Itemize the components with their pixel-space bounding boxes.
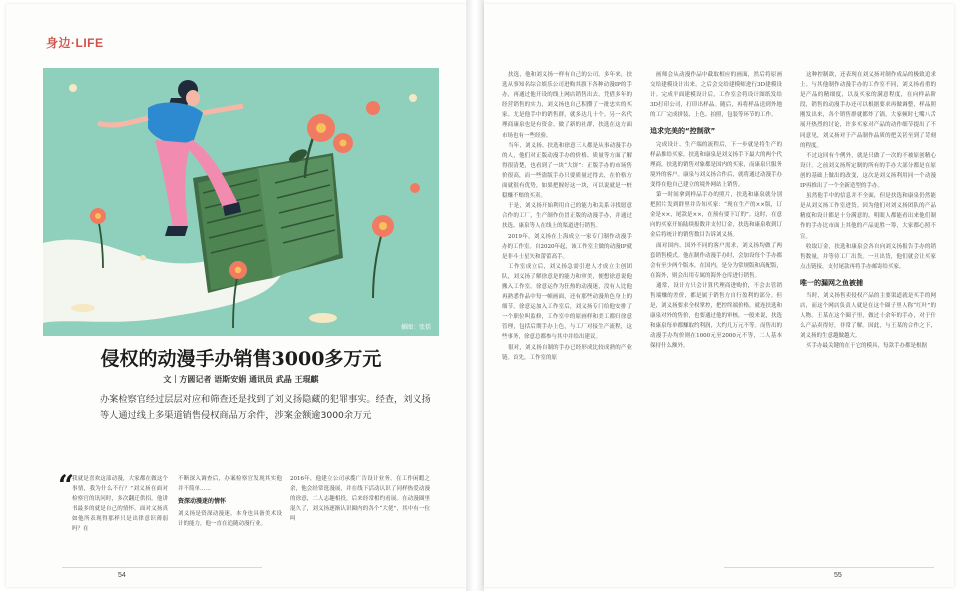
right-column-2-para: 完成设计、生产端的流程后，下一步就是将生产的样品推给买家。扶选和康泉是刘义扬手下最大的两个代理商，扶选的销售对象都是国内的买家，而康泉只服务境外的客户。康泉与刘义扬合作后，就将通过动漫手办变得在他自己建立的境外网站上销售。 xyxy=(650,141,782,188)
illustration-credit: 插图：张恬 xyxy=(400,325,431,331)
right-column-3 xyxy=(800,70,936,560)
right-column-1-para: 扶选，他和刘义扬一样有自己的公司。多年来，扶选从事知名综合娱乐公司进购其旗下各种动漫IP的手办，再通过他开设的线上网店销售出去。凭借多年的经营销售的实力，刘义扬也自己积攒了一批忠实的买家。尤是他手中的销售群，就多达几十个。另一名代理商康泉也是有资金、做了新的社群，扶选在这方面市场也有一些经验。 xyxy=(502,72,632,139)
left-column-3-text: 2016年，他建立公司承揽广告设计业务。在工作闲暇之余，他会经常逛漫展，并在线下活动认识了同样热爱动漫的徐意，二人志趣相投，后来经常相约看展。在动漫圈里混久了，刘义扬逐渐认识圈内的各个“大佬”，其中有一位叫 xyxy=(290,476,430,523)
article-title: 侵权的动漫手办销售3000多万元 xyxy=(100,348,382,370)
left-column-2-subhead: 资深动漫迷的情怀 xyxy=(178,498,227,506)
right-column-2 xyxy=(650,70,782,560)
right-column-3-para: 当时，刘义扬售卖侵权产品的主要渠道就是买手的网店，而这个网店负责人就是在这个圈子里人称“红叶”的人物。王某在这个圈子里，做过十余年的手办，对于什么产品卖得好，非常了解。因此，与王某的合作之下，刘义扬的生意越做越大。 xyxy=(800,292,936,340)
right-column-1-para: 很对，刘义扬自制的手办已经形成比较成熟的产业链。首先，工作室的原 xyxy=(502,344,632,361)
right-column-3-para: 虽然他手中的信息并不全面，但是扶选和康泉仍然能是从刘义扬工作室进货。因为他们对刘义扬团队的产品精度和设计都是十分满意的，明眼人都能看出来他们制作的手办比市面上其他的产品更胜一筹，大家都心照不宣。 xyxy=(800,193,936,240)
right-column-2-para: 通常，设计方只会计算代理商进购价，不会去管销售端赚的差价，都是属于销售方自行盈利的部分。但是，刘义扬要求全权掌控，把控终端价格。就连扶选和康泉对外的售价，也要通过他的审核。一般来说，扶选和康泉每单都赚取约利润，大约几万元不等。而售出的动漫手办均价则在1000元至2000元不等，二人基本保持什么额外。 xyxy=(650,282,782,350)
right-column-1-para: 于是，刘义扬开始利用自己的能力和关系寻找愿意合作的工厂，生产制作仿冒正版的动漫手办，并通过扶选、康泉等人在线上的渠道进行销售。 xyxy=(502,203,632,230)
right-column-3-para: 买手办最关键的在于它的模具，每款手办都是根据 xyxy=(806,343,928,350)
article-lead: 办案检察官经过层层对应和筛查还是找到了刘义扬隐藏的犯罪事实。经查，刘义扬等人通过线上多渠道销售侵权商品万余件，涉案金额逾3000余万元 xyxy=(100,394,431,421)
right-column-3-subhead: 唯一的漏网之鱼被捕 xyxy=(800,278,863,287)
right-column-2-para: 画师会从动漫作品中截取相应的画面，然后将原画交给建模设计出来，之后会交给建模师进行3D建模设计。完成平面建模设计后，工作室会将设计图纸发给3D打印公司，打印出样品。随后，再将样品送到外地的工厂完成拼装、上色、拍照，包装等环节的工作。 xyxy=(650,72,782,119)
right-page xyxy=(484,4,954,587)
left-column-2-text-a: 不断深入调查后，办案检察官发现其实他并不简单…… xyxy=(178,476,282,493)
left-column-2 xyxy=(178,474,282,552)
right-column-1-para: 工作室成立后，刘义扬急需引进人才成立主创团队，刘义扬了解徐意是的能力和审美，便想徐意说他搬入工作室。徐意运作为狂热的动漫迷，没有人比他再熟悉作品中每一帧画面，还有那些动漫角色身上的细节。徐意运加入工作室后，刘义扬专门给他安排了一个职位叫监修，工作室中的原画样和美工都归徐意管理，包括后期手办上色，与工厂对接生产流程，这些事务，徐意总都参与其中并给出建议。 xyxy=(502,263,632,341)
right-column-2-subhead: 追求完美的“控制欲” xyxy=(650,127,716,136)
left-column-3 xyxy=(290,474,430,552)
right-column-1-para: 当年，刘义扬、扶选和徐意三人都是从事动漫手办的人，他们对正版动漫手办的价格、质量等方面了解得很清楚，也看到了一块“大饼”：正版手办的市场售价很高，而一些盗版手办只要质量过得去，在价格方面就很有优势，如果把握好这一块，可以说就是一桩稳赚不赔的买卖。 xyxy=(502,142,632,200)
left-column-1-text: 我就是喜欢这部动漫，大家都在做这个事情，我为什么不行？”刘义扬在面对检察官的讯问时，多次翻迁供招，他讲书最多的就是自己的情怀。面对义扬真如他所表现得那样只是出律意识薄弱吗？在 xyxy=(72,476,168,533)
right-column-3-para: 这种控制欲，还表现在刘义扬对制作成品的极致追求上。与其他制作动漫手办的工作室不同，刘义扬看重的是产品的精细度，以及买家的满意程度，在向样品阶段，销售的动漫手办还可以根据要求再做调整，样品照刚发出来，各个销售群就都炸了锅，大家顿时七嘴八舌展开热烈的讨论，许多买家对产品的动作细节提出了不同意见，刘义扬对于产品制作品质的把关甚至到了苛刻的程度。 xyxy=(800,72,936,149)
left-footer-rule xyxy=(62,567,262,568)
left-column-1 xyxy=(72,474,168,552)
right-column-2-para: 第一时间拿到样品手办的照片，扶选和康泉就分别把照片发到群里并告知买家：“现在生产的××版，订金是××，尾款是××，在预有要下订的”。这时，在意向的买家开始陆续报数并支付订金，扶选和康泉收到订金后将统计的销售数目告诉刘义扬。 xyxy=(650,192,782,239)
section-tag: 身边·LIFE xyxy=(46,36,104,50)
right-column-1-para: 2019年，刘义扬在上海成立一家专门制作动漫手办的工作室。自2020年起，该工作室主做的动漫IP就是非斗士星矢和蕾蕾高手。 xyxy=(502,233,632,260)
right-column-1 xyxy=(502,70,632,560)
quote-mark: “ xyxy=(58,469,75,502)
article-illustration xyxy=(43,68,439,336)
article-byline: 文｜方圆记者 语斯安娟 通讯员 武晶 王琨麒 xyxy=(163,375,319,384)
left-page xyxy=(6,4,466,587)
left-column-2-text-b: 刘义扬是资深动漫迷，本身也具备美术设计的能力，他一直在追随动漫行业。 xyxy=(178,511,282,528)
right-column-2-para: 面对国内、国外不同的客户需求，刘义扬均做了两套销售模式。他在制作动漫手办时，会加设每个手办都会有至少两个版本，在国内，是分为常规版和高配版，在海外，则会出用专属的海外仓库进行销售。 xyxy=(650,242,782,279)
left-page-number: 54 xyxy=(118,572,126,579)
right-page-number: 55 xyxy=(834,572,842,579)
spine-gutter xyxy=(466,0,484,591)
right-column-3-para: 收取订金，扶选和康泉会各自向刘义扬报告手办的销售数量，并等待工厂出货。一旦出货，他们就会让买家点击链接，支付尾款再将手办邮寄给买家。 xyxy=(800,243,936,270)
illustration-art xyxy=(43,68,439,336)
right-footer-rule xyxy=(724,567,934,568)
right-column-3-para: 不过这回有个例外，就是只做了一次的不被原创精心设计。之前刘义扬所定制的所有的手办大部分都是在原创的基础上做出的改变，这次是刘义扬利用同一个动漫IP再推出了一个全新造型的手办。 xyxy=(800,152,936,190)
